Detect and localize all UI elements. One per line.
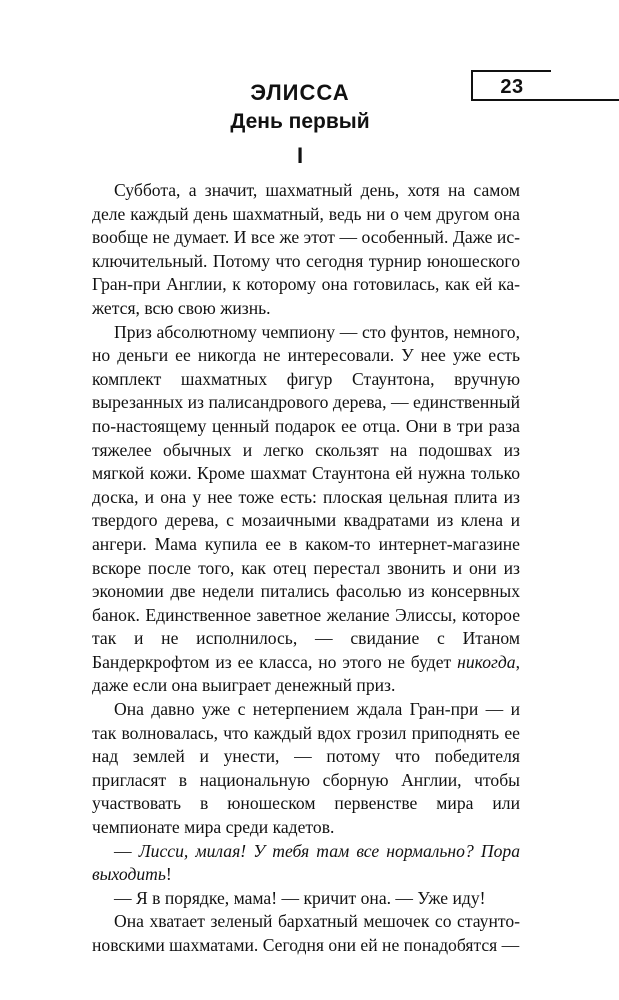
section-number: I xyxy=(296,143,304,168)
paragraph: Суббота, а значит, шахматный день, хотя на самом деле каждый день шахматный, ведь ни о чем другом она вообще не думает. И все же этот — особенный. Даже исключительный. Потому что сегодня турнир юношеского Гран-при Англии, к которому она готовилась, как ей кажется, всю свою жизнь. xyxy=(92,180,520,318)
dialogue-line xyxy=(92,840,520,887)
paragraph: Она хватает зеленый бархатный мешочек со стаунтоновскими шахматами. Сегодня они ей не понадобятся — xyxy=(92,911,520,955)
dialogue-italic: Лисси, милая! У тебя там все нормально? Пора выходить xyxy=(92,840,520,885)
chapter-title: ЭЛИССА xyxy=(250,80,350,105)
chapter-subtitle: День первый xyxy=(230,110,370,133)
dialogue-end: ! xyxy=(165,864,172,885)
paragraph: Она давно уже с нетерпением ждала Гран-при — и так волновалась, что каждый вдох грозил приподнять ее над землей и унести, — потому что победителя пригласят в национальную сборную Англии, чтобы участвовать в юношеском первенстве мира или чемпионате мира среди кадетов. xyxy=(92,699,520,838)
emphasis-text: никогда xyxy=(457,651,516,672)
dialogue-dash: — xyxy=(114,840,139,861)
paragraph xyxy=(92,321,520,699)
page-number: 23 xyxy=(500,76,524,98)
paragraph-text: , даже если она выиграет денежный приз. xyxy=(92,651,520,696)
paragraph-text: Приз абсолютному чемпиону — сто фунтов, немного, но деньги ее никогда не интересовали. У нее уже есть комплект шахматных фигур Стаунтона, вручную вырезанных из палисандрового дерева, — единственный по-настоящему ценный подарок ее отца. Они в три раза тяжелее обычных и легко скользят на подошвах из мягкой кожи. Кроме шахмат Стаунтона ей нужна только доска, и она у нее тоже есть: плоская цельная плита из твердого дерева, с мозаичными квадратами из клена и ангери. Мама купила ее в каком-то интернет-магазине вскоре после того, как отец перестал звонить и они из экономии две недели питались фасолью из консервных банок. Единственное заветное желание Элиссы, которое так и не исполнилось, — свидание с Итаном Бандеркрофтом из ее класса, но этого не будет xyxy=(92,321,520,672)
dialogue-line: — Я в порядке, мама! — кричит она. — Уже иду! xyxy=(114,887,486,908)
body-text xyxy=(92,179,520,958)
